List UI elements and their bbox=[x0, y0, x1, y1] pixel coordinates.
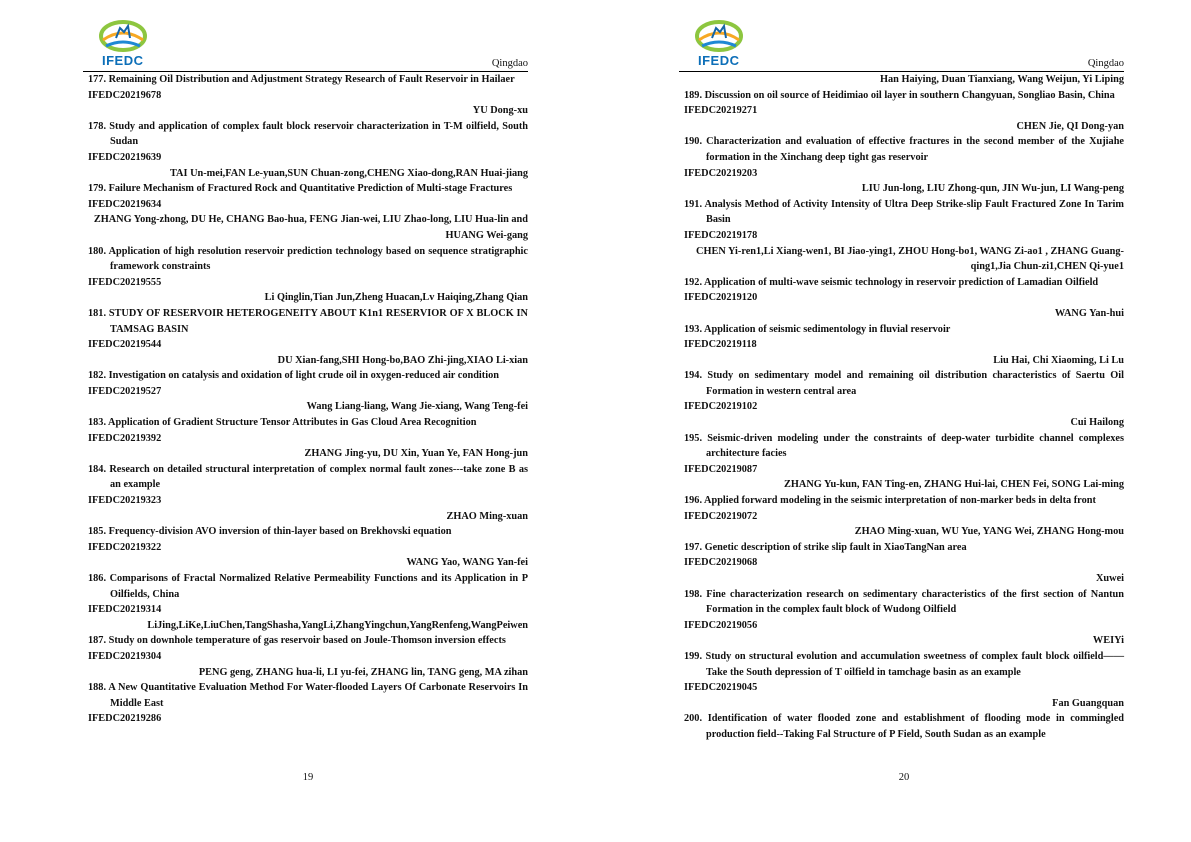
entry-authors: Cui Hailong bbox=[1070, 417, 1124, 429]
entry-title: 180. Application of high resolution reservoir prediction technology based on sequence stratigraphic framework constraints bbox=[88, 245, 528, 273]
entry-title: 178. Study and application of complex fault block reservoir characterization in T-M oilfield, South Sudan bbox=[88, 120, 528, 148]
entry-title: 191. Analysis Method of Activity Intensity of Ultra Deep Strike-slip Fault Fractured Zone In Tarim Basin bbox=[684, 198, 1124, 226]
entry-authors: TAI Un-mei,FAN Le-yuan,SUN Chuan-zong,CHENG Xiao-dong,RAN Huai-jiang bbox=[169, 167, 528, 179]
entry-code: IFEDC20219634 bbox=[88, 198, 162, 210]
entry-authors: ZHAO Ming-xuan bbox=[446, 510, 528, 522]
entry-authors: WEIYi bbox=[1092, 635, 1124, 647]
entry-code: IFEDC20219203 bbox=[684, 167, 758, 179]
entry-title: 184. Research on detailed structural interpretation of complex normal fault zones---take zone B as an example bbox=[88, 463, 528, 491]
logo-emblem-icon bbox=[94, 18, 152, 58]
entry-code: IFEDC20219178 bbox=[684, 229, 758, 241]
entry-title: 194. Study on sedimentary model and remaining oil distribution characteristics of Saertu Oil Formation in western central area bbox=[684, 370, 1124, 397]
entry-authors: ZHANG Jing-yu, DU Xin, Yuan Ye, FAN Hong-jun bbox=[304, 448, 528, 460]
entry-code: IFEDC20219323 bbox=[88, 495, 162, 507]
entry-authors: Han Haiying, Duan Tianxiang, Wang Weijun, Yi Liping bbox=[880, 74, 1124, 85]
entry-code: IFEDC20219322 bbox=[88, 541, 162, 553]
entry-title: 179. Failure Mechanism of Fractured Rock and Quantitative Prediction of Multi-stage Fractures bbox=[88, 183, 513, 195]
entry-authors: ZHANG Yong-zhong, DU He, CHANG Bao-hua, FENG Jian-wei, LIU Zhao-long, LIU Hua-lin and HUANG Wei-gang bbox=[93, 214, 528, 241]
ifedc-logo bbox=[94, 18, 152, 70]
entry-authors: CHEN Jie, QI Dong-yan bbox=[1016, 120, 1124, 132]
entry-authors: ZHAO Ming-xuan, WU Yue, YANG Wei, ZHANG Hong-mou bbox=[854, 526, 1124, 538]
entry-code: IFEDC20219314 bbox=[88, 604, 162, 616]
entry-code: IFEDC20219068 bbox=[684, 557, 758, 569]
entry-code: IFEDC20219286 bbox=[88, 713, 162, 725]
entry-title: 181. STUDY OF RESERVOIR HETEROGENEITY ABOUT K1n1 RESERVIOR OF X BLOCK IN TAMSAG BASIN bbox=[88, 307, 528, 335]
entry-code: IFEDC20219102 bbox=[684, 401, 758, 413]
entry-title: 195. Seismic-driven modeling under the constraints of deep-water turbidite channel complexes architecture facies bbox=[684, 432, 1124, 460]
entry-list bbox=[684, 72, 1124, 743]
entry-authors: WANG Yan-hui bbox=[1054, 307, 1124, 319]
logo-text: IFEDC bbox=[698, 53, 740, 68]
logo-text: IFEDC bbox=[102, 53, 144, 68]
entry-authors: Li Qinglin,Tian Jun,Zheng Huacan,Lv Haiqing,Zhang Qian bbox=[264, 292, 528, 304]
entry-title: 182. Investigation on catalysis and oxidation of light crude oil in oxygen-reduced air condition bbox=[88, 370, 499, 382]
header-location: Qingdao bbox=[491, 58, 528, 69]
entry-authors: CHEN Yi-ren1,Li Xiang-wen1, BI Jiao-ying1, ZHOU Hong-bo1, WANG Zi-ao1 , ZHANG Guang-qing1,Jia Chun-zi1,CHEN Qi-yue1 bbox=[696, 245, 1124, 273]
logo-emblem-icon bbox=[690, 18, 748, 58]
entry-code: IFEDC20219527 bbox=[88, 385, 162, 397]
ifedc-logo bbox=[690, 18, 748, 70]
header-location: Qingdao bbox=[1087, 58, 1124, 69]
entry-title: 198. Fine characterization research on sedimentary characteristics of the first section of Nantun Formation in the complex fault block of Wudong Oilfield bbox=[684, 588, 1124, 616]
entry-code: IFEDC20219544 bbox=[88, 339, 162, 351]
entry-code: IFEDC20219120 bbox=[684, 292, 758, 304]
entry-title: 199. Study on structural evolution and accumulation sweetness of complex fault block oilfield——Take the South depression of T oilfield in tamchage basin as an example bbox=[684, 650, 1124, 678]
entry-authors: DU Xian-fang,SHI Hong-bo,BAO Zhi-jing,XIAO Li-xian bbox=[277, 354, 528, 366]
entry-authors: LiJing,LiKe,LiuChen,TangShasha,YangLi,ZhangYingchun,YangRenfeng,WangPeiwen bbox=[147, 619, 528, 631]
entry-title: 188. A New Quantitative Evaluation Method For Water-flooded Layers Of Carbonate Reservoirs In Middle East bbox=[88, 682, 528, 709]
entry-authors: Wang Liang-liang, Wang Jie-xiang, Wang Teng-fei bbox=[306, 401, 528, 413]
entry-code: IFEDC20219678 bbox=[88, 89, 162, 101]
entry-authors: WANG Yao, WANG Yan-fei bbox=[406, 557, 528, 569]
entry-code: IFEDC20219555 bbox=[88, 276, 162, 288]
entry-list bbox=[88, 72, 528, 727]
entry-title: 192. Application of multi-wave seismic technology in reservoir prediction of Lamadian Oilfield bbox=[684, 276, 1099, 288]
entry-code: IFEDC20219072 bbox=[684, 510, 758, 522]
entry-authors: Liu Hai, Chi Xiaoming, Li Lu bbox=[993, 354, 1124, 366]
entry-authors: PENG geng, ZHANG hua-li, LI yu-fei, ZHANG lin, TANG geng, MA zihan bbox=[198, 666, 528, 678]
entry-title: 197. Genetic description of strike slip fault in XiaoTangNan area bbox=[684, 541, 967, 553]
entry-title: 189. Discussion on oil source of Heidimiao oil layer in southern Changyuan, Songliao Basin, China bbox=[684, 89, 1115, 101]
entry-title: 185. Frequency-division AVO inversion of thin-layer based on Brekhovski equation bbox=[88, 526, 452, 538]
entry-code: IFEDC20219118 bbox=[684, 339, 757, 351]
entry-title: 187. Study on downhole temperature of gas reservoir based on Joule-Thomson inversion effects bbox=[88, 635, 506, 647]
entry-code: IFEDC20219056 bbox=[684, 619, 758, 631]
entry-title: 177. Remaining Oil Distribution and Adjustment Strategy Research of Fault Reservoir in Hailaer bbox=[88, 74, 515, 85]
entry-code: IFEDC20219392 bbox=[88, 432, 162, 444]
entry-code: IFEDC20219304 bbox=[88, 650, 162, 662]
entry-authors: YU Dong-xu bbox=[472, 105, 528, 117]
entry-code: IFEDC20219639 bbox=[88, 151, 162, 163]
entry-title: 183. Application of Gradient Structure Tensor Attributes in Gas Cloud Area Recognition bbox=[88, 417, 477, 429]
right-page bbox=[684, 0, 1124, 842]
entry-authors: Xuwei bbox=[1095, 573, 1124, 584]
entry-title: 190. Characterization and evaluation of effective fractures in the second member of the Xujiahe formation in the Xinchang deep tight gas reservoir bbox=[684, 136, 1124, 163]
entry-code: IFEDC20219271 bbox=[684, 105, 758, 117]
entry-title: 193. Application of seismic sedimentology in fluvial reservoir bbox=[684, 323, 951, 335]
entry-title: 200. Identification of water flooded zone and establishment of flooding mode in commingled production field--Taking Fal Structure of P Field, South Sudan as an example bbox=[684, 713, 1124, 740]
entry-code: IFEDC20219087 bbox=[684, 463, 758, 475]
entry-authors: LIU Jun-long, LIU Zhong-qun, JIN Wu-jun, LI Wang-peng bbox=[861, 183, 1124, 195]
entry-title: 196. Applied forward modeling in the seismic interpretation of non-marker beds in delta front bbox=[684, 495, 1096, 507]
entry-authors: Fan Guangquan bbox=[1052, 697, 1124, 709]
entry-code: IFEDC20219045 bbox=[684, 682, 758, 694]
entry-authors: ZHANG Yu-kun, FAN Ting-en, ZHANG Hui-lai, CHEN Fei, SONG Lai-ming bbox=[784, 479, 1124, 491]
entry-title: 186. Comparisons of Fractal Normalized Relative Permeability Functions and its Application in P Oilfields, China bbox=[88, 573, 528, 600]
left-page bbox=[88, 0, 528, 842]
page-number: 19 bbox=[302, 772, 314, 783]
page-number: 20 bbox=[898, 772, 910, 783]
